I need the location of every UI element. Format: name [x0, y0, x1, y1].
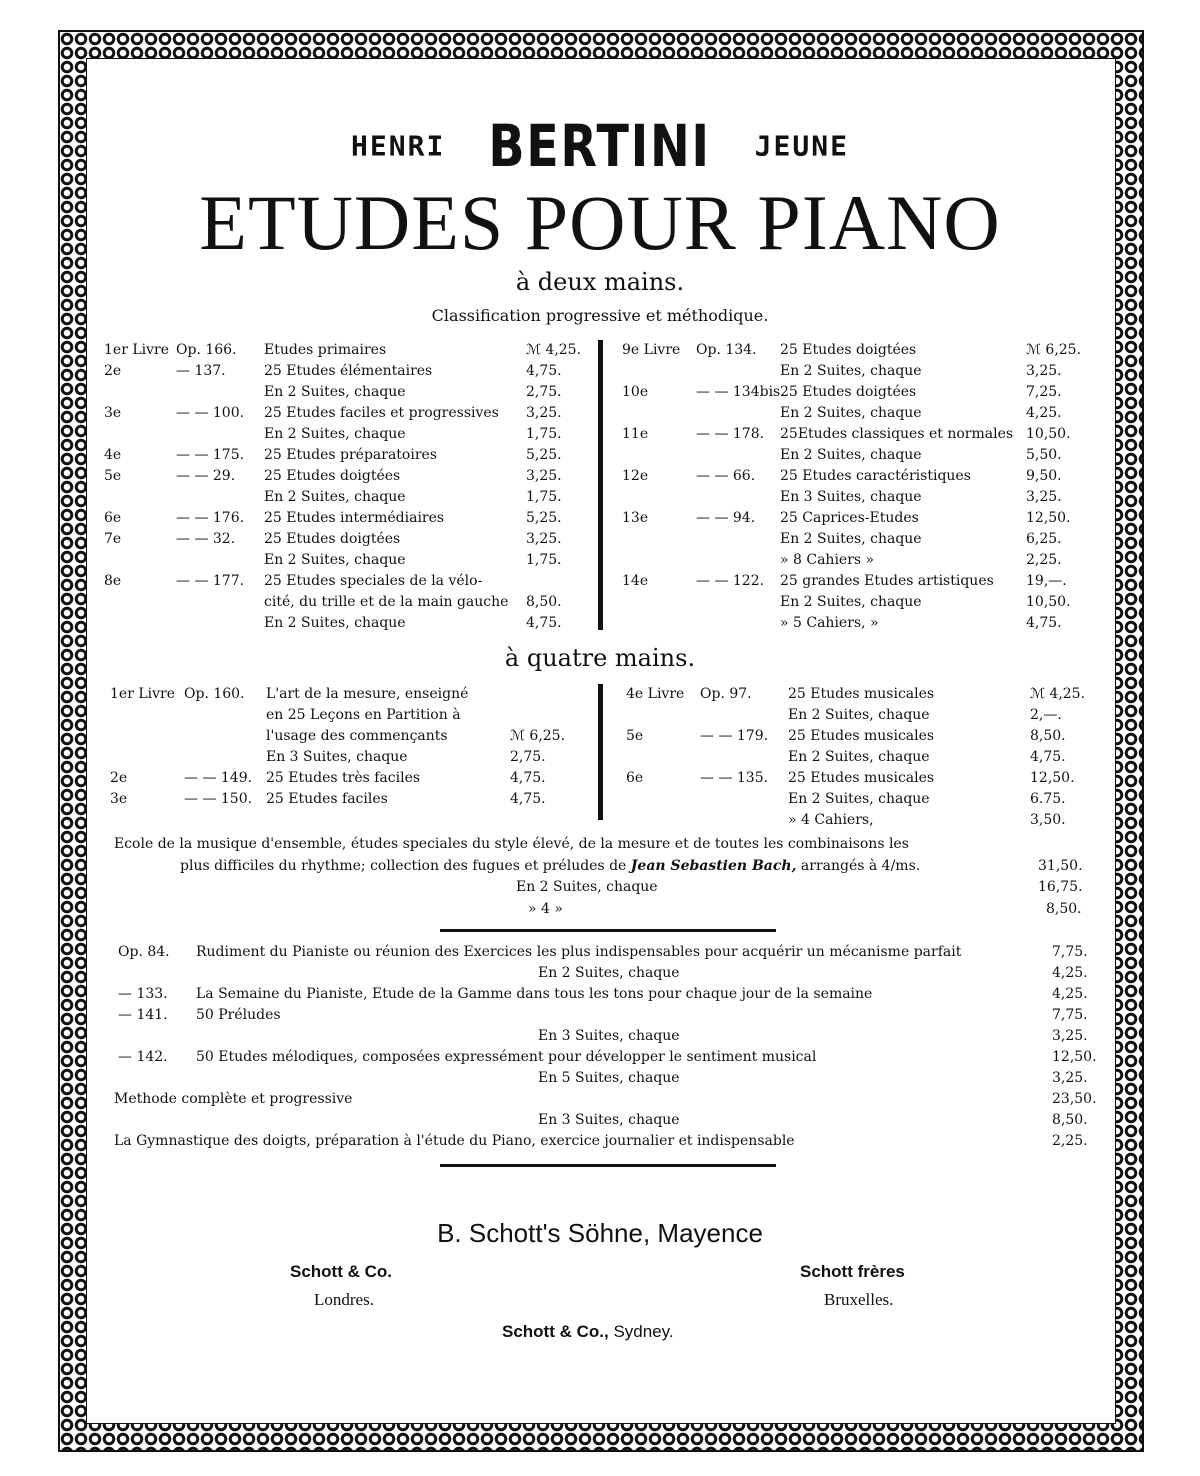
price: 12,50.: [1030, 770, 1075, 786]
price: 1,75.: [526, 426, 562, 442]
opus-number: — — 175.: [176, 447, 245, 463]
work-title: En 2 Suites, chaque: [538, 965, 680, 981]
ensemble-line-4: » 4 »: [528, 901, 563, 917]
price: 6,25.: [1026, 531, 1062, 547]
livre-number: 4e: [104, 447, 122, 463]
work-title: En 2 Suites, chaque: [780, 594, 922, 610]
work-title: 25 Etudes intermédiaires: [264, 510, 445, 526]
bach-name: Jean Sebastien Bach,: [630, 858, 797, 874]
work-title: En 2 Suites, chaque: [788, 707, 930, 723]
work-title: cité, du trille et de la main gauche: [264, 594, 509, 610]
price: 9,50.: [1026, 468, 1062, 484]
catalog-row: [0, 1068, 1200, 1089]
opus-number: — — 178.: [696, 426, 765, 442]
price: ℳ 4,25.: [526, 342, 582, 358]
author-first-name: HENRI: [351, 129, 446, 163]
price: 3,25.: [1026, 363, 1062, 379]
work-title: La Semaine du Pianiste, Etude de la Gamme dans tous les tons pour chaque jour de la semaine: [196, 986, 873, 1002]
work-title: En 2 Suites, chaque: [780, 447, 922, 463]
author-surname: BERTINI: [488, 112, 712, 180]
price: 2,25.: [1026, 552, 1062, 568]
work-title: 25 Etudes faciles: [266, 791, 388, 807]
opus-number: — 141.: [118, 1007, 168, 1023]
work-title: 25 Etudes élémentaires: [264, 363, 433, 379]
author-heading: [0, 112, 1200, 180]
work-title: En 2 Suites, chaque: [780, 531, 922, 547]
work-title: Etudes primaires: [264, 342, 387, 358]
work-title: en 25 Leçons en Partition à: [266, 707, 461, 723]
ensemble-line-3: En 2 Suites, chaque: [516, 879, 658, 895]
opus-number: — — 134bis.: [696, 384, 785, 400]
publisher-brussels-city: Bruxelles.: [824, 1290, 894, 1309]
livre-number: 10e: [622, 384, 649, 400]
price: 3,25.: [1052, 1070, 1088, 1086]
work-title: 25Etudes classiques et normales: [780, 426, 1014, 442]
price: 4,25.: [1052, 986, 1088, 1002]
opus-number: Op. 160.: [184, 686, 245, 702]
publisher-london-name: Schott & Co.: [290, 1262, 392, 1281]
price: 2,—.: [1030, 707, 1062, 723]
livre-number: 9e Livre: [622, 342, 681, 358]
price: 6.75.: [1030, 791, 1066, 807]
catalog-row: [0, 1026, 1200, 1047]
work-title: En 2 Suites, chaque: [264, 489, 406, 505]
column-divider: [598, 340, 603, 630]
price: 5,50.: [1026, 447, 1062, 463]
ensemble-line-1: Ecole de la musique d'ensemble, études speciales du style élevé, de la mesure et de toutes les combinaisons les: [114, 836, 909, 852]
publisher-main: B. Schott's Söhne, Mayence: [437, 1218, 763, 1248]
price: 1,75.: [526, 552, 562, 568]
price: 4,75.: [510, 791, 546, 807]
livre-number: 5e: [104, 468, 122, 484]
work-title: 25 Etudes très faciles: [266, 770, 421, 786]
work-title: » 8 Cahiers »: [780, 552, 875, 568]
livre-number: 6e: [104, 510, 122, 526]
price: ℳ 6,25.: [1026, 342, 1082, 358]
opus-number: — — 32.: [176, 531, 236, 547]
livre-number: 13e: [622, 510, 649, 526]
price: 4,75.: [1026, 615, 1062, 631]
opus-number: Op. 97.: [700, 686, 752, 702]
ensemble-price-3: 16,75.: [1038, 879, 1083, 895]
price: 4,25.: [1052, 965, 1088, 981]
author-suffix: JEUNE: [754, 129, 849, 163]
catalog-row: [0, 1131, 1200, 1152]
livre-number: 3e: [110, 791, 128, 807]
work-title: 25 Etudes doigtées: [780, 342, 917, 358]
opus-number: — — 149.: [184, 770, 253, 786]
work-title: 50 Préludes: [196, 1007, 281, 1023]
price: 10,50.: [1026, 426, 1071, 442]
publisher-sydney-name: Schott & Co.,: [502, 1322, 609, 1341]
livre-number: 8e: [104, 573, 122, 589]
work-title: 25 Etudes préparatoires: [264, 447, 437, 463]
opus-number: — — 177.: [176, 573, 245, 589]
section-title-four-hands: à quatre mains.: [504, 644, 696, 672]
work-title: En 2 Suites, chaque: [264, 384, 406, 400]
work-title: En 2 Suites, chaque: [780, 363, 922, 379]
work-title: 25 Etudes caractéristiques: [780, 468, 971, 484]
ensemble-line-2-end: arrangés à 4/ms.: [800, 858, 921, 874]
opus-number: — — 94.: [696, 510, 756, 526]
price: 8,50.: [526, 594, 562, 610]
livre-number: 12e: [622, 468, 649, 484]
opus-number: — 133.: [118, 986, 168, 1002]
opus-number: — — 66.: [696, 468, 756, 484]
opus-number: — — 100.: [176, 405, 245, 421]
catalog-row: [0, 942, 1200, 963]
work-title: » 4 Cahiers,: [788, 812, 874, 828]
price: 10,50.: [1026, 594, 1071, 610]
publisher-sydney-city: Sydney.: [613, 1322, 674, 1341]
livre-number: 5e: [626, 728, 644, 744]
price: 7,25.: [1026, 384, 1062, 400]
opus-number: — 142.: [118, 1049, 168, 1065]
opus-number: — — 176.: [176, 510, 245, 526]
page-title: ETUDES POUR PIANO: [199, 179, 1001, 266]
work-title: 25 grandes Etudes artistiques: [780, 573, 994, 589]
price: 3,25.: [1026, 489, 1062, 505]
livre-number: 2e: [104, 363, 122, 379]
ensemble-line-2-text: plus difficiles du rhythme; collection des fugues et préludes de: [180, 858, 627, 874]
catalog-row: [0, 984, 1200, 1005]
publisher-brussels-name: Schott frères: [800, 1262, 905, 1281]
livre-number: 11e: [622, 426, 649, 442]
price: 4,75.: [526, 615, 562, 631]
work-title: En 2 Suites, chaque: [788, 791, 930, 807]
work-title: En 2 Suites, chaque: [780, 405, 922, 421]
work-title: La Gymnastique des doigts, préparation à l'étude du Piano, exercice journalier et indispensable: [114, 1133, 795, 1149]
work-title: En 2 Suites, chaque: [264, 615, 406, 631]
column-divider: [598, 684, 603, 820]
livre-number: 7e: [104, 531, 122, 547]
work-title: 25 Etudes musicales: [788, 728, 935, 744]
ensemble-price-1: 31,50.: [1038, 858, 1083, 874]
price: 19,—.: [1026, 573, 1067, 589]
price: ℳ 6,25.: [510, 728, 566, 744]
work-title: 25 Etudes faciles et progressives: [264, 405, 499, 421]
work-title: 25 Caprices-Etudes: [780, 510, 919, 526]
price: 2,75.: [526, 384, 562, 400]
price: 5,25.: [526, 447, 562, 463]
catalog-row: [0, 1047, 1200, 1068]
livre-number: 1er Livre: [110, 686, 175, 702]
livre-number: 2e: [110, 770, 128, 786]
price: 3,25.: [526, 531, 562, 547]
opus-number: — — 150.: [184, 791, 253, 807]
opus-number: — 137.: [176, 363, 226, 379]
price: 7,75.: [1052, 944, 1088, 960]
work-title: l'usage des commençants: [266, 728, 448, 744]
price: 5,25.: [526, 510, 562, 526]
price: 3,50.: [1030, 812, 1066, 828]
price: 8,50.: [1030, 728, 1066, 744]
livre-number: 4e Livre: [626, 686, 685, 702]
catalog-row: [0, 963, 1200, 984]
livre-number: 3e: [104, 405, 122, 421]
price: 8,50.: [1052, 1112, 1088, 1128]
opus-number: — — 122.: [696, 573, 765, 589]
work-title: 25 Etudes speciales de la vélo-: [264, 573, 483, 589]
price: ℳ 4,25.: [1030, 686, 1086, 702]
price: 12,50.: [1026, 510, 1071, 526]
work-title: En 2 Suites, chaque: [264, 426, 406, 442]
price: 23,50.: [1052, 1091, 1097, 1107]
price: 7,75.: [1052, 1007, 1088, 1023]
price: 12,50.: [1052, 1049, 1097, 1065]
work-title: En 2 Suites, chaque: [264, 552, 406, 568]
opus-number: Op. 84.: [118, 944, 170, 960]
work-title: 25 Etudes doigtées: [264, 531, 401, 547]
price: 2,25.: [1052, 1133, 1088, 1149]
divider-rule: [440, 1164, 776, 1167]
opus-number: — — 179.: [700, 728, 769, 744]
price: 2,75.: [510, 749, 546, 765]
price: 4,75.: [526, 363, 562, 379]
publisher-sydney: [502, 1322, 674, 1342]
work-title: L'art de la mesure, enseigné: [266, 686, 469, 702]
opus-number: Op. 134.: [696, 342, 757, 358]
section-title-two-hands: à deux mains.: [515, 268, 685, 296]
work-title: Rudiment du Pianiste ou réunion des Exercices les plus indispensables pour acquérir un mécanisme parfait: [196, 944, 962, 960]
opus-number: — — 135.: [700, 770, 769, 786]
catalog-row: [0, 1005, 1200, 1026]
price: 3,25.: [526, 468, 562, 484]
work-title: En 5 Suites, chaque: [538, 1070, 680, 1086]
price: 4,75.: [1030, 749, 1066, 765]
livre-number: 1er Livre: [104, 342, 169, 358]
catalog-row: [0, 1110, 1200, 1131]
opus-number: — — 29.: [176, 468, 236, 484]
work-title: En 3 Suites, chaque: [538, 1028, 680, 1044]
work-title: 25 Etudes musicales: [788, 686, 935, 702]
catalog-row: [0, 1089, 1200, 1110]
work-title: En 3 Suites, chaque: [780, 489, 922, 505]
price: 1,75.: [526, 489, 562, 505]
divider-rule: [440, 929, 776, 932]
livre-number: 6e: [626, 770, 644, 786]
work-title: Methode complète et progressive: [114, 1091, 353, 1107]
price: 3,25.: [526, 405, 562, 421]
ensemble-price-4: 8,50.: [1046, 901, 1082, 917]
work-title: » 5 Cahiers, »: [780, 615, 879, 631]
work-title: 25 Etudes doigtées: [264, 468, 401, 484]
work-title: 25 Etudes musicales: [788, 770, 935, 786]
price: 4,75.: [510, 770, 546, 786]
work-title: En 3 Suites, chaque: [266, 749, 408, 765]
opus-number: Op. 166.: [176, 342, 237, 358]
price: 4,25.: [1026, 405, 1062, 421]
work-title: 25 Etudes doigtées: [780, 384, 917, 400]
work-title: En 2 Suites, chaque: [788, 749, 930, 765]
ensemble-line-2: [180, 856, 920, 877]
livre-number: 14e: [622, 573, 649, 589]
classification-subtitle: Classification progressive et méthodique.: [431, 306, 769, 325]
publisher-london-city: Londres.: [314, 1290, 374, 1309]
work-title: 50 Etudes mélodiques, composées expressément pour développer le sentiment musical: [196, 1049, 817, 1065]
work-title: En 3 Suites, chaque: [538, 1112, 680, 1128]
price: 3,25.: [1052, 1028, 1088, 1044]
